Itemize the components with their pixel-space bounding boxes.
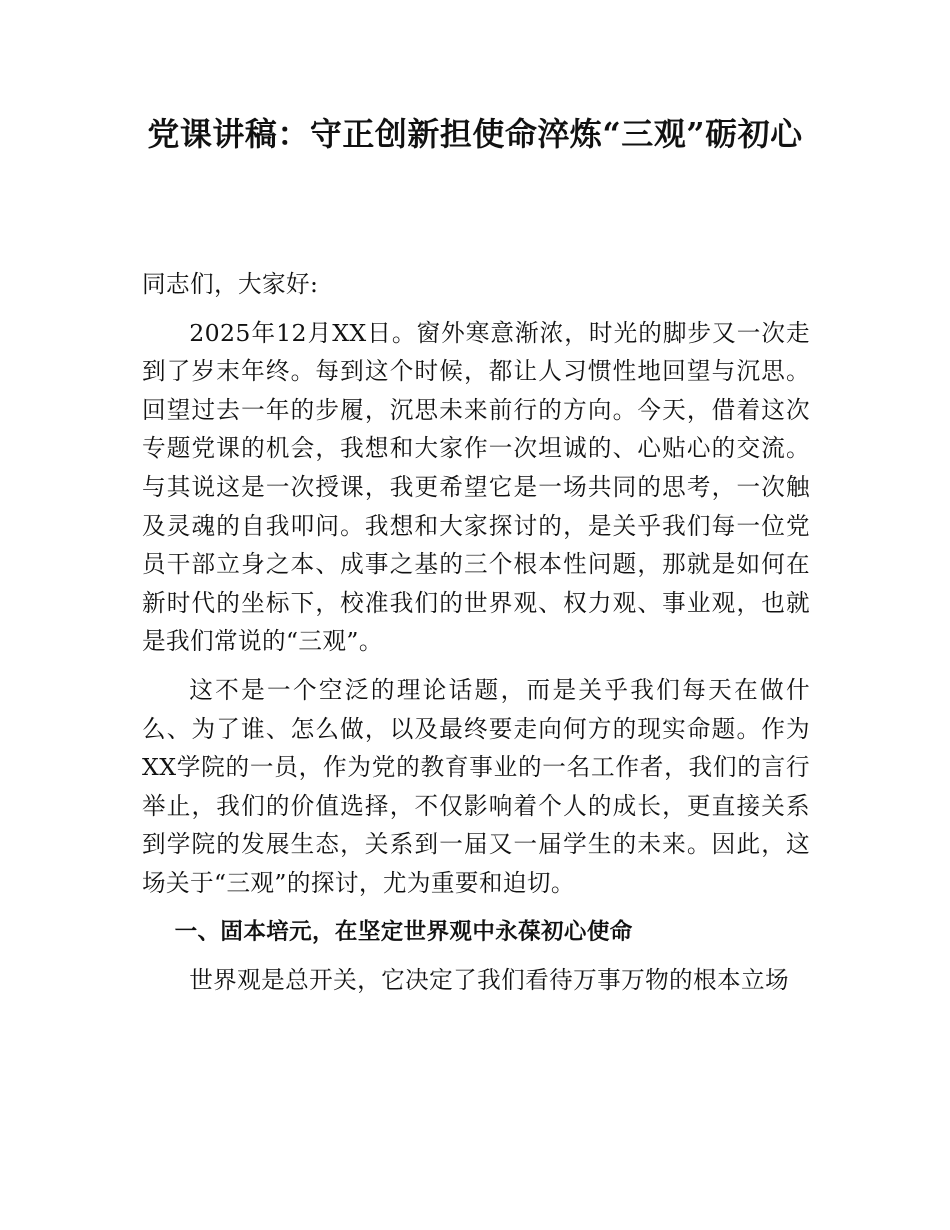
- section-heading: 一、固本培元，在坚定世界观中永葆初心使命: [174, 918, 633, 945]
- document-title: 党课讲稿：守正创新担使命淬炼“三观”砺初心: [147, 115, 803, 153]
- document-body: [142, 265, 810, 1010]
- paragraph-intro: 2025年12月XX日。窗外寒意渐浓，时光的脚步又一次走到了岁末年终。每到这个时候，都让人习惯性地回望与沉思。回望过去一年的步履，沉思未来前行的方向。今天，借着这次专题党课的机会，我想和大家作一次坦诚的、心贴心的交流。与其说这是一次授课，我更希望它是一场共同的思考，一次触及灵魂的自我叩问。我想和大家探讨的，是关乎我们每一位党员干部立身之本、成事之基的三个根本性问题，那就是如何在新时代的坐标下，校准我们的世界观、权力观、事业观，也就是我们常说的“三观”。: [142, 318, 810, 656]
- paragraph-context: 这不是一个空泛的理论话题，而是关乎我们每天在做什么、为了谁、怎么做，以及最终要走向何方的现实命题。作为XX学院的一员，作为党的教育事业的一名工作者，我们的言行举止，我们的价值选择，不仅影响着个人的成长，更直接关系到学院的发展生态，关系到一届又一届学生的未来。因此，这场关于“三观”的探讨，尤为重要和迫切。: [142, 675, 810, 897]
- section-paragraph: 世界观是总开关，它决定了我们看待万事万物的根本立场: [189, 966, 790, 995]
- greeting: 同志们，大家好:: [142, 270, 319, 298]
